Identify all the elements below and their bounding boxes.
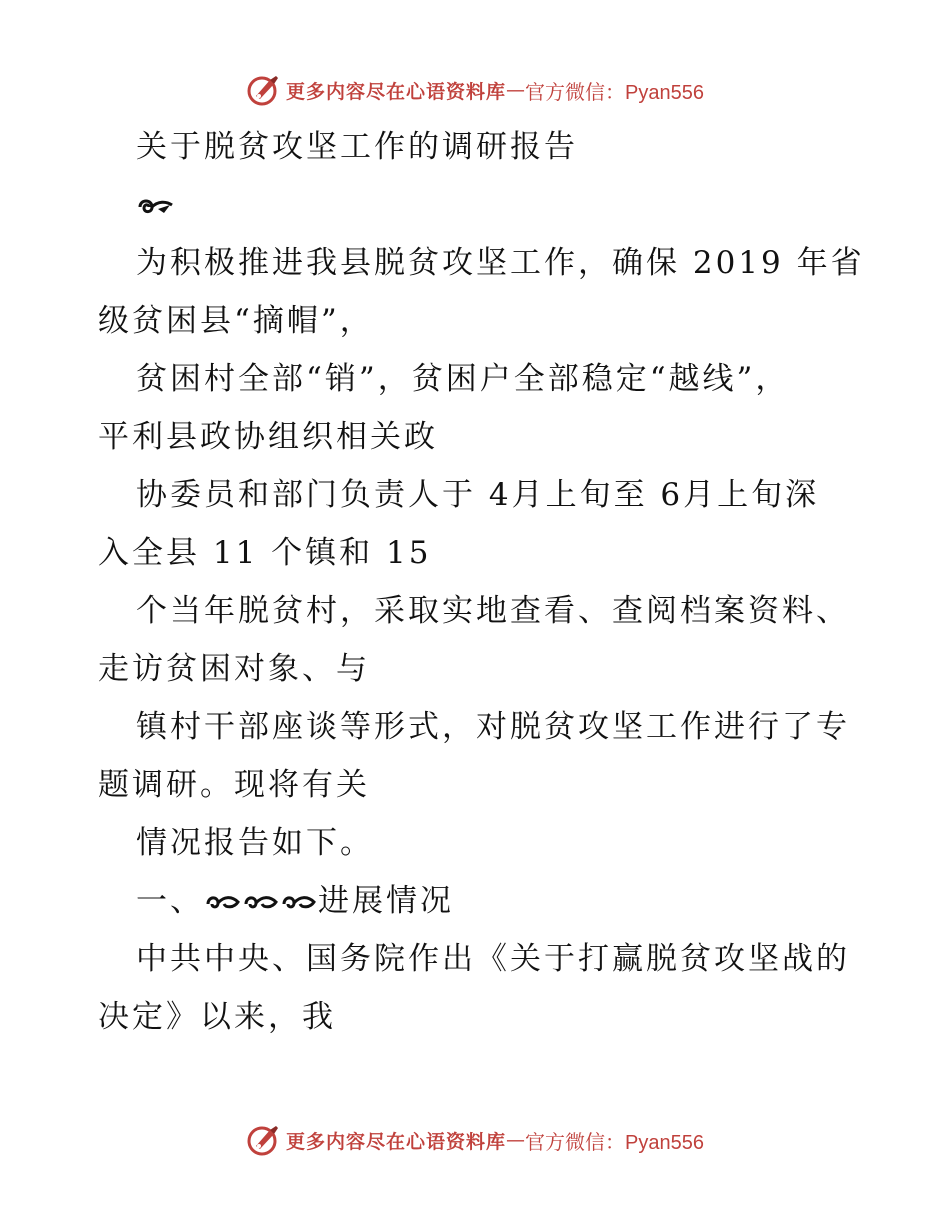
paragraph-line: 平利县政协组织相关政 [98, 419, 438, 455]
paragraph-line: 为积极推进我县脱贫攻坚工作，确保 2019 年省 [136, 245, 865, 281]
swirl-ornament-icon [136, 195, 176, 219]
paragraph-line: 决定》以来，我 [98, 999, 336, 1035]
paragraph-line: 题调研。现将有关 [98, 767, 370, 803]
paragraph-line: 级贫困县“摘帽”， [98, 303, 374, 339]
watermark-separator: — [506, 1129, 526, 1151]
paragraph-line: 入全县 11 个镇和 15 [98, 535, 432, 571]
section-title: 进展情况 [318, 883, 454, 919]
watermark-suffix: 官方微信：Pyan556 [525, 81, 704, 104]
paragraph-line: 协委员和部门负责人于 4月上旬至 6月上旬深 [136, 477, 820, 513]
section-heading [98, 872, 858, 930]
ornament-line [98, 176, 858, 234]
pen-logo-icon [246, 1122, 282, 1158]
header-watermark [0, 70, 950, 110]
paragraph-line: 镇村干部座谈等形式，对脱贫攻坚工作进行了专 [136, 709, 850, 745]
paragraph-line: 中共中央、国务院作出《关于打赢脱贫攻坚战的 [136, 941, 850, 977]
watermark-separator: — [506, 79, 526, 101]
section-number: 一、 [136, 883, 204, 919]
paragraph-line: 走访贫困对象、与 [98, 651, 370, 687]
watermark-main: 更多内容尽在心语资料库 [286, 80, 507, 103]
document-title: 关于脱贫攻坚工作的调研报告 [136, 129, 578, 165]
paragraph-line: 个当年脱贫村，采取实地查看、查阅档案资料、 [136, 593, 850, 629]
paragraph-line: 情况报告如下。 [136, 825, 374, 861]
watermark-suffix: 官方微信：Pyan556 [525, 1131, 704, 1154]
document-body [98, 118, 865, 1046]
paragraph-line: 贫困村全部“销”，贫困户全部稳定“越线”， [136, 361, 790, 397]
swirl-ornament-icon [204, 890, 318, 916]
pen-logo-icon [246, 72, 282, 108]
watermark-main: 更多内容尽在心语资料库 [286, 1130, 507, 1153]
footer-watermark [0, 1120, 950, 1160]
